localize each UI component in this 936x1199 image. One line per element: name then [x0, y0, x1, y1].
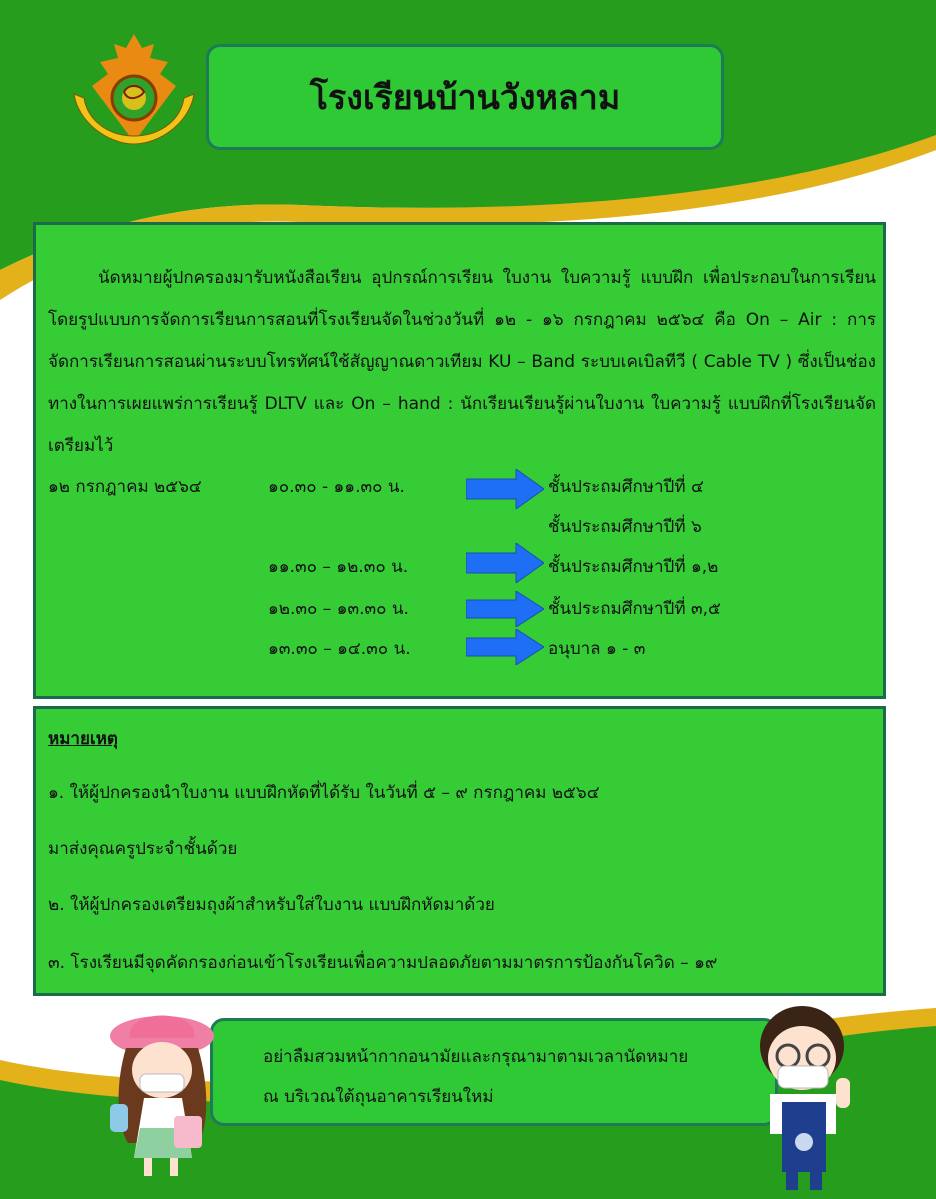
schedule-grade: อนุบาล ๑ - ๓	[548, 639, 646, 659]
notes-box	[33, 706, 886, 996]
announcement-box	[33, 222, 886, 699]
schedule-grade: ชั้นประถมศึกษาปีที่ ๖	[548, 517, 702, 537]
arrow-icon	[466, 591, 544, 627]
schedule-time: ๑๑.๓๐ – ๑๒.๓๐ น.	[268, 557, 409, 577]
schedule-date: ๑๒ กรกฎาคม ๒๕๖๔	[48, 477, 202, 497]
announcement-text: นัดหมายผู้ปกครองมารับหนังสือเรียน อุปกรณ์การเรียน ใบงาน ใบความรู้ แบบฝึก เพื่อประกอบในการเรียนโดยรูปแบบการจัดการเรียนการสอนที่โรงเรียนจัดในช่วงวันที่ ๑๒ - ๑๖ กรกฎาคม ๒๕๖๔ คือ On – Air : การจัดการเรียนการสอนผ่านระบบโทรทัศน์ใช้สัญญาณดาวเทียม KU – Band ระบบเคเบิลทีวี ( Cable TV ) ซึ่งเป็นช่องทางในการเผยแพร่การเรียนรู้ DLTV และ On – hand : นักเรียนเรียนรู้ผ่านใบงาน ใบความรู้ แบบฝึกที่โรงเรียนจัดเตรียมไว้	[48, 268, 876, 456]
schedule-grade: ชั้นประถมศึกษาปีที่ ๑,๒	[548, 557, 719, 577]
note-line: ๓. โรงเรียนมีจุดคัดกรองก่อนเข้าโรงเรียนเพื่อความปลอดภัยตามมาตรการป้องกันโควิด – ๑๙	[48, 953, 718, 973]
note-line: มาส่งคุณครูประจำชั้นด้วย	[48, 839, 238, 859]
announcement-paragraph	[48, 257, 876, 467]
notes-title: หมายเหตุ	[48, 729, 118, 749]
note-line: ๑. ให้ผู้ปกครองนำใบงาน แบบฝึกหัดที่ได้รับ ในวันที่ ๕ – ๙ กรกฎาคม ๒๕๖๔	[48, 783, 600, 803]
school-logo	[68, 32, 200, 150]
note-line: ๒. ให้ผู้ปกครองเตรียมถุงผ้าสำหรับใส่ใบงาน แบบฝึกหัดมาด้วย	[48, 895, 495, 915]
reminder-line: ณ บริเวณใต้ถุนอาคารเรียนใหม่	[263, 1087, 494, 1107]
schedule-grade: ชั้นประถมศึกษาปีที่ ๓,๕	[548, 599, 721, 619]
title-banner	[206, 44, 724, 150]
reminder-box	[210, 1018, 778, 1126]
reminder-line: อย่าลืมสวมหน้ากากอนามัยและกรุณามาตามเวลานัดหมาย	[263, 1047, 689, 1067]
schedule-grade: ชั้นประถมศึกษาปีที่ ๔	[548, 477, 704, 497]
school-name: โรงเรียนบ้านวังหลาม	[309, 78, 621, 118]
arrow-icon	[466, 629, 544, 665]
schedule-time: ๑๒.๓๐ – ๑๓.๓๐ น.	[268, 599, 409, 619]
schedule-time: ๑๐.๓๐ - ๑๑.๓๐ น.	[268, 477, 405, 497]
girl-cartoon-illustration	[104, 1008, 224, 1183]
schedule-time: ๑๓.๓๐ – ๑๔.๓๐ น.	[268, 639, 411, 659]
arrow-icon	[466, 543, 544, 583]
arrow-icon	[466, 469, 544, 509]
boy-cartoon-illustration	[752, 1002, 862, 1192]
